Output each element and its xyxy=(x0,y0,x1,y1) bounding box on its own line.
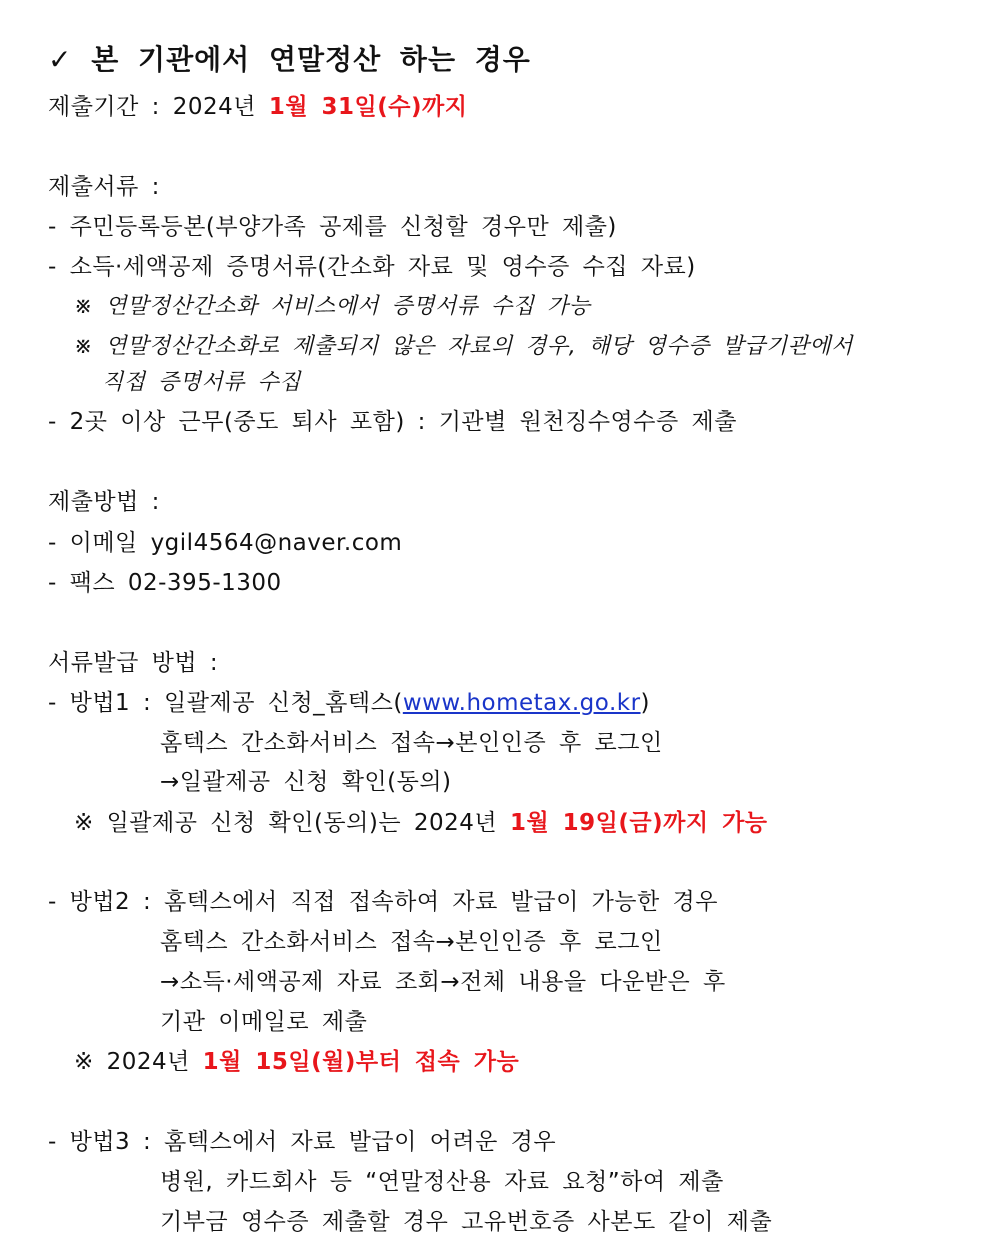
method1-step1: 홈텍스 간소화서비스 접속→본인인증 후 로그인 xyxy=(160,730,663,756)
method1-step2: →일괄제공 신청 확인(동의) xyxy=(160,769,452,795)
method2-step1: 홈텍스 간소화서비스 접속→본인인증 후 로그인 xyxy=(160,929,663,955)
title-text: 본 기관에서 연말정산 하는 경우 xyxy=(91,43,531,76)
submit-email: - 이메일 ygil4564@naver.com xyxy=(48,530,403,556)
section-title xyxy=(48,45,531,75)
issue-heading: 서류발급 방법 : xyxy=(48,650,219,676)
method3-line: - 방법3 : 홈텍스에서 자료 발급이 어려운 경우 xyxy=(48,1129,557,1155)
method1-note-date: 1월 19일(금)까지 가능 xyxy=(509,810,768,836)
documents-note-receipts: ※ 연말정산간소화로 제출되지 않은 자료의 경우, 해당 영수증 발급기관에서 xyxy=(74,334,853,359)
method2-step2: →소득·세액공제 자료 조회→전체 내용을 다운받은 후 xyxy=(160,969,726,995)
method1-note-label: ※ 일괄제공 신청 확인(동의)는 2024년 xyxy=(74,810,510,836)
submit-fax: - 팩스 02-395-1300 xyxy=(48,570,282,596)
deadline-line xyxy=(48,92,467,122)
method1-line xyxy=(48,688,650,718)
method1-label: - 방법1 : 일괄제공 신청_홈텍스( xyxy=(48,690,403,716)
method2-note xyxy=(74,1047,519,1077)
documents-heading: 제출서류 : xyxy=(48,174,160,200)
submit-heading: 제출방법 : xyxy=(48,489,160,515)
method3-step1: 병원, 카드회사 등 “연말정산용 자료 요청”하여 제출 xyxy=(160,1169,724,1195)
method2-note-label: ※ 2024년 xyxy=(74,1049,203,1075)
method2-note-date: 1월 15일(월)부터 접속 가능 xyxy=(202,1049,520,1075)
method1-close-paren: ) xyxy=(640,690,651,716)
method2-step3: 기관 이메일로 제출 xyxy=(160,1009,368,1035)
method3-step2: 기부금 영수증 제출할 경우 고유번호증 사본도 같이 제출 xyxy=(160,1209,773,1235)
method1-note xyxy=(74,808,768,838)
checkmark-icon: ✓ xyxy=(48,43,73,76)
deadline-label: 제출기간 : 2024년 xyxy=(48,94,269,120)
documents-note-simplified: ※ 연말정산간소화 서비스에서 증명서류 수집 가능 xyxy=(74,294,591,319)
deadline-date: 1월 31일(수)까지 xyxy=(268,94,468,120)
documents-item-deduction-proof: - 소득·세액공제 증명서류(간소화 자료 및 영수증 수집 자료) xyxy=(48,254,696,280)
method2-line: - 방법2 : 홈텍스에서 직접 접속하여 자료 발급이 가능한 경우 xyxy=(48,889,718,915)
documents-note-receipts-cont: 직접 증명서류 수집 xyxy=(102,370,302,395)
documents-item-multiple-jobs: - 2곳 이상 근무(중도 퇴사 포함) : 기관별 원천징수영수증 제출 xyxy=(48,409,737,435)
documents-item-resident-register: - 주민등록등본(부양가족 공제를 신청할 경우만 제출) xyxy=(48,214,617,240)
hometax-link[interactable]: www.hometax.go.kr xyxy=(402,690,641,716)
